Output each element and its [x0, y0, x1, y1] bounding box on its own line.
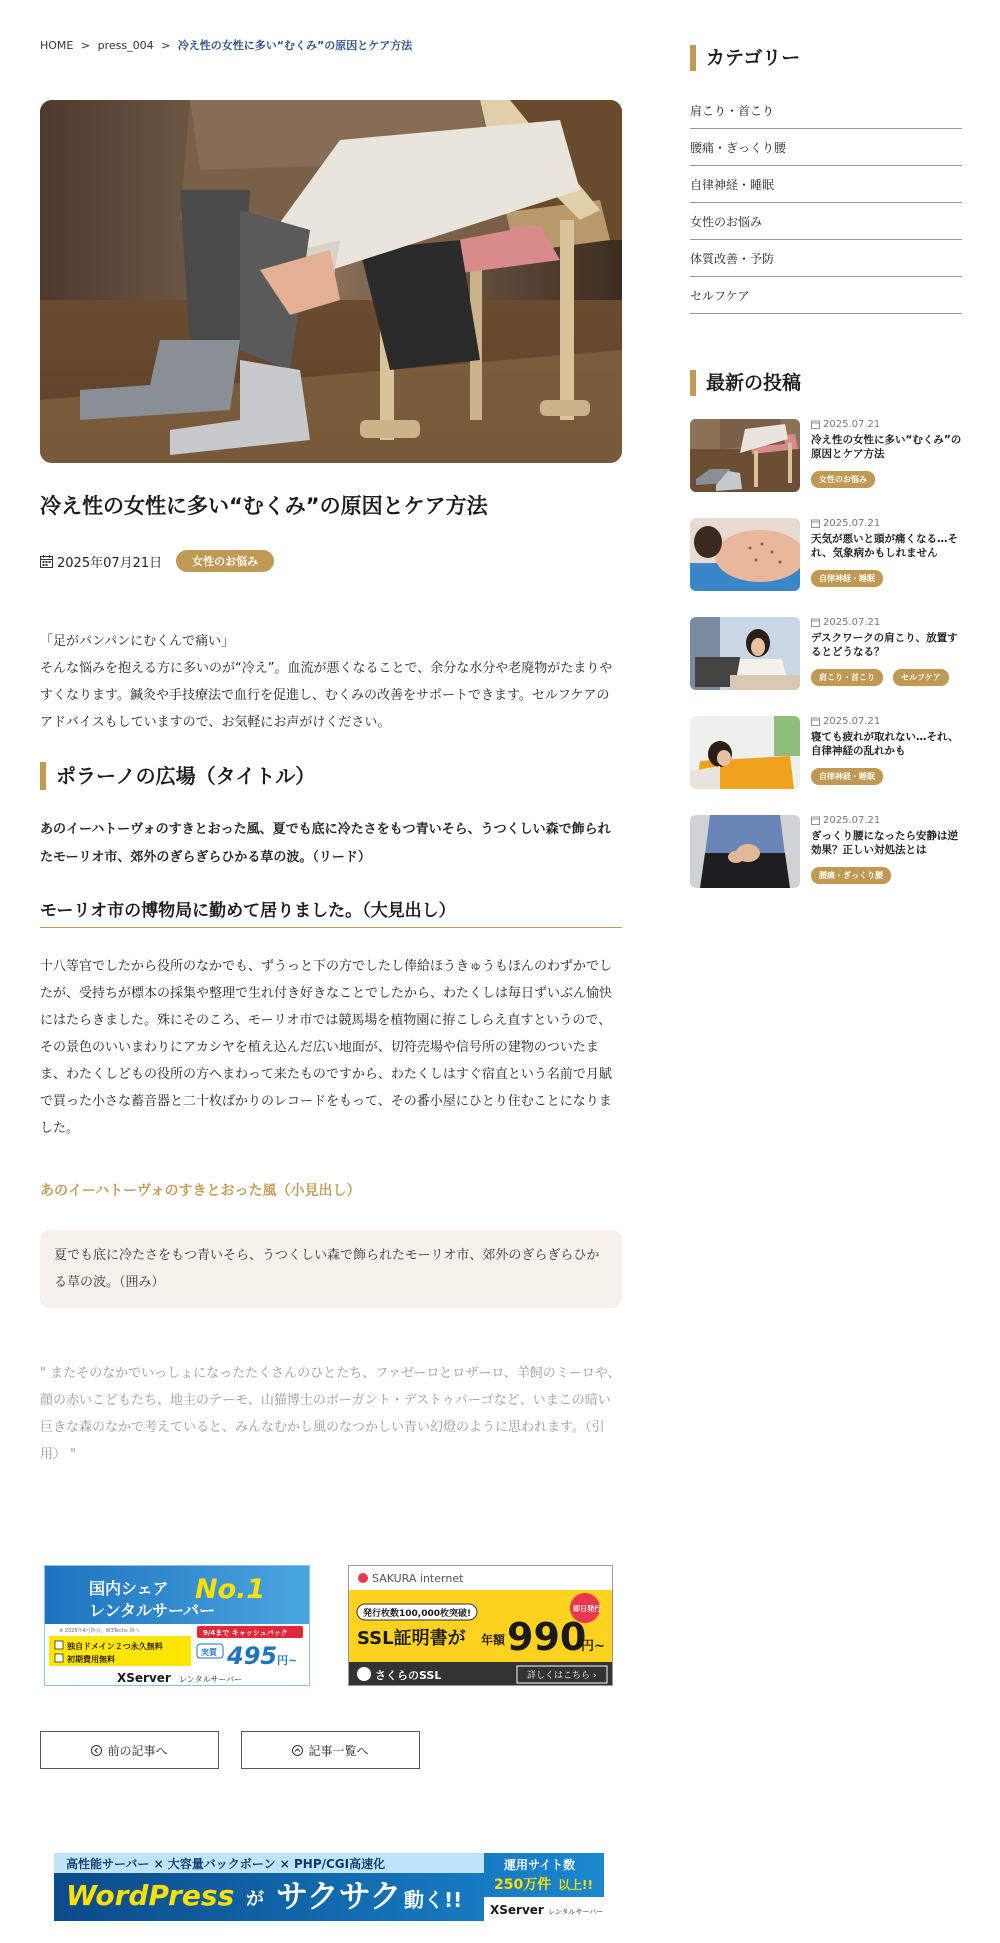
breadcrumb-home[interactable]: HOME — [40, 39, 74, 52]
post-tag[interactable]: セルフケア — [893, 669, 949, 686]
post-title-link[interactable]: 寝ても疲れが取れない…それ、自律神経の乱れかも — [811, 731, 959, 757]
section-title: ポラーノの広場（タイトル） — [40, 762, 622, 790]
post-date-text: 2025.07.21 — [823, 815, 881, 826]
sakura-badge: 即日発行 — [573, 1605, 601, 1613]
post-date — [811, 518, 880, 529]
post-tag[interactable]: 腰痛・ぎっくり腰 — [811, 867, 891, 884]
post-date — [811, 716, 880, 727]
calendar-icon — [40, 555, 53, 568]
post-thumbnail[interactable] — [690, 617, 800, 690]
breadcrumb — [40, 37, 412, 53]
post-tags — [811, 570, 883, 587]
xserver-line2: レンタルサーバー — [89, 1601, 216, 1620]
wp-main2: が — [246, 1889, 264, 1910]
post-tag[interactable]: 肩こり・首こり — [811, 669, 883, 686]
breadcrumb-parent[interactable]: press_004 — [97, 39, 154, 52]
category-item[interactable]: 自律神経・睡眠 — [690, 166, 962, 203]
wp-main1: WordPress — [66, 1879, 235, 1912]
category-item[interactable]: 腰痛・ぎっくり腰 — [690, 129, 962, 166]
breadcrumb-separator: > — [80, 39, 91, 52]
categories-title: カテゴリー — [690, 45, 800, 71]
circle-left-icon — [91, 1745, 102, 1756]
post-list-label: 記事一覧へ — [308, 1743, 369, 1758]
body-paragraph: 十八等官でしたから役所のなかでも、ずうっと下の方でしたし俸給ほうきゅうもほんのわずかでしたが、受持ちが標本の採集や整理で生れ付き好きなことでしたから、わたくしは毎日ずいぶん愉快にはたらきました。殊にそのころ、モーリオ市では競馬場を植物園に拵こしらえ直すというので、その景色のいいまわりにアカシヤを植え込んだ広い地面が、切符売場や信号所の建物のついたまま、わたくしどもの役所の方へまわって来たものですから、わたくしはすぐ宿直という名前で月賦で買った小さな蓄音器と二十枚ばかりのレコードをもって、その番小屋にひとり住むことになりました。 — [40, 959, 613, 1136]
post-thumbnail[interactable] — [690, 518, 800, 591]
latest-post-item[interactable] — [690, 716, 962, 792]
small-heading: あのイーハトーヴォのすきとおった風（小見出し） — [40, 1183, 361, 1199]
post-title: 冷え性の女性に多い“むくみ”の原因とケア方法 — [40, 494, 488, 518]
wp-brand: XServer — [490, 1903, 544, 1917]
sakura-brand: SAKURA internet — [372, 1572, 464, 1585]
calendar-icon — [811, 717, 820, 726]
post-date: 2025年07月21日 — [57, 555, 163, 571]
latest-post-item[interactable] — [690, 518, 962, 594]
xserver-feat1: 独自ドメイン２つ永久無料 — [67, 1642, 163, 1651]
sakura-price: 990 — [507, 1615, 587, 1659]
calendar-icon — [811, 618, 820, 627]
large-heading: モーリオ市の博物局に勤めて居りました。（大見出し） — [40, 896, 622, 928]
post-date-text: 2025.07.21 — [823, 716, 881, 727]
latest-post-item[interactable] — [690, 617, 962, 693]
category-item[interactable]: 肩こり・首こり — [690, 92, 962, 129]
xserver-line1: 国内シェア — [89, 1579, 169, 1598]
lead-paragraph: あのイーハトーヴォのすきとおった風、夏でも底に冷たさをもつ青いそら、うつくしい森で飾られたモーリオ市、郊外のぎらぎらひかる草の波。（リード） — [40, 822, 611, 865]
xserver-price: 495 — [227, 1642, 278, 1670]
calendar-icon — [811, 816, 820, 825]
latest-post-item[interactable] — [690, 419, 962, 495]
latest-post-item[interactable] — [690, 815, 962, 891]
post-tags — [811, 471, 875, 488]
wordpress-xserver-banner[interactable] — [54, 1853, 604, 1921]
breadcrumb-current: 冷え性の女性に多い“むくみ”の原因とケア方法 — [177, 39, 413, 52]
post-tag[interactable]: 自律神経・睡眠 — [811, 768, 883, 785]
wp-brand-sub: レンタルサーバー — [548, 1908, 604, 1916]
post-date-text: 2025.07.21 — [823, 419, 881, 430]
category-item[interactable]: 女性のお悩み — [690, 203, 962, 240]
xserver-no1: No.1 — [195, 1574, 266, 1605]
sakura-yearly: 年額 — [481, 1633, 506, 1647]
xserver-note: ※ 2025年4月時点、W3Techs 調べ — [59, 1628, 140, 1634]
intro-paragraph: そんな悩みを抱える方に多いのが“冷え”。血流が悪くなることで、余分な水分や老廃物がたまりやすくなります。鍼灸や手技療法で血行を促進し、むくみの改善をサポートできます。セルフケアのアドバイスもしていますので、お気軽にお声がけください。 — [40, 661, 613, 730]
wp-right3: 以上!! — [558, 1878, 593, 1892]
post-thumbnail[interactable] — [690, 716, 800, 789]
sakura-product: SSL証明書が — [357, 1628, 466, 1649]
category-item[interactable]: セルフケア — [690, 277, 962, 314]
post-intro — [40, 628, 622, 736]
wp-main4: 動く!! — [404, 1888, 463, 1912]
sakura-unit: 円~ — [581, 1639, 605, 1654]
post-title-link[interactable]: 天気が悪いと頭が痛くなる…それ、気象病かもしれません — [811, 533, 958, 559]
post-date-text: 2025.07.21 — [823, 617, 881, 628]
post-date — [811, 617, 880, 628]
prev-post-button[interactable] — [40, 1731, 219, 1769]
category-item[interactable]: 体質改善・予防 — [690, 240, 962, 277]
xserver-campaign: 9/4まで キャッシュバック — [203, 1629, 288, 1637]
sakura-footer-brand: さくらのSSL — [375, 1669, 442, 1682]
post-meta — [40, 550, 274, 572]
sakura-cta: 詳しくはこちら › — [527, 1671, 597, 1681]
post-title-link[interactable]: 冷え性の女性に多い“むくみ”の原因とケア方法 — [811, 434, 962, 460]
post-tag[interactable]: 女性のお悩み — [811, 471, 875, 488]
calendar-icon — [811, 519, 820, 528]
latest-posts-title: 最新の投稿 — [690, 370, 801, 396]
post-thumbnail[interactable] — [690, 419, 800, 492]
wp-right1: 運用サイト数 — [504, 1858, 576, 1872]
post-tags — [811, 768, 883, 785]
post-date — [811, 815, 880, 826]
prev-post-label: 前の記事へ — [107, 1743, 168, 1758]
sakura-ssl-banner[interactable] — [348, 1565, 613, 1686]
sakura-issued: 発行枚数100,000枚突破! — [363, 1609, 472, 1619]
xserver-feat2: 初期費用無料 — [67, 1655, 115, 1664]
post-tags — [811, 669, 949, 686]
post-date-text: 2025.07.21 — [823, 518, 881, 529]
post-category-tag[interactable]: 女性のお悩み — [176, 550, 274, 572]
intro-line: 「足がパンパンにむくんで痛い」 — [40, 634, 235, 649]
boxed-note: 夏でも底に冷たさをもつ青いそら、うつくしい森で飾られたモーリオ市、郊外のぎらぎらひかる草の波。（囲み） — [40, 1230, 622, 1308]
circle-up-icon — [292, 1745, 303, 1756]
post-tag[interactable]: 自律神経・睡眠 — [811, 570, 883, 587]
post-thumbnail[interactable] — [690, 815, 800, 888]
breadcrumb-separator: > — [161, 39, 171, 52]
xserver-brand: XServer — [117, 1671, 171, 1685]
wp-main3: サクサク — [276, 1877, 402, 1915]
xserver-price-unit: 円~ — [277, 1654, 298, 1667]
post-title-link[interactable]: デスクワークの肩こり、放置するとどうなる？ — [811, 632, 958, 658]
hero-image — [40, 100, 622, 463]
category-list — [690, 92, 962, 314]
post-title-link[interactable]: ぎっくり腰になったら安静は逆効果？正しい対処法とは — [811, 830, 958, 856]
post-list-button[interactable] — [241, 1731, 420, 1769]
xserver-brand-sub: レンタルサーバー — [179, 1675, 243, 1684]
wp-top-line: 高性能サーバー × 大容量バックボーン × PHP/CGI高速化 — [66, 1857, 386, 1871]
xserver-price-label: 実質 — [201, 1648, 217, 1657]
xserver-banner[interactable] — [44, 1565, 310, 1686]
wp-right2: 250万件 — [494, 1877, 552, 1893]
calendar-icon — [811, 420, 820, 429]
post-tags — [811, 867, 891, 884]
post-date — [811, 419, 880, 430]
blockquote: " またそのなかでいっしょになったたくさんのひとたち、ファゼーロとロザーロ、羊飼のミーロや、顔の赤いこどもたち、地主のテーモ、山猫博士のボーガント・デストゥパーゴなど、いまこの暗い巨きな森のなかで考えていると、みんなむかし風のなつかしい青い幻燈のように思われます。（引用） " — [40, 1366, 621, 1462]
